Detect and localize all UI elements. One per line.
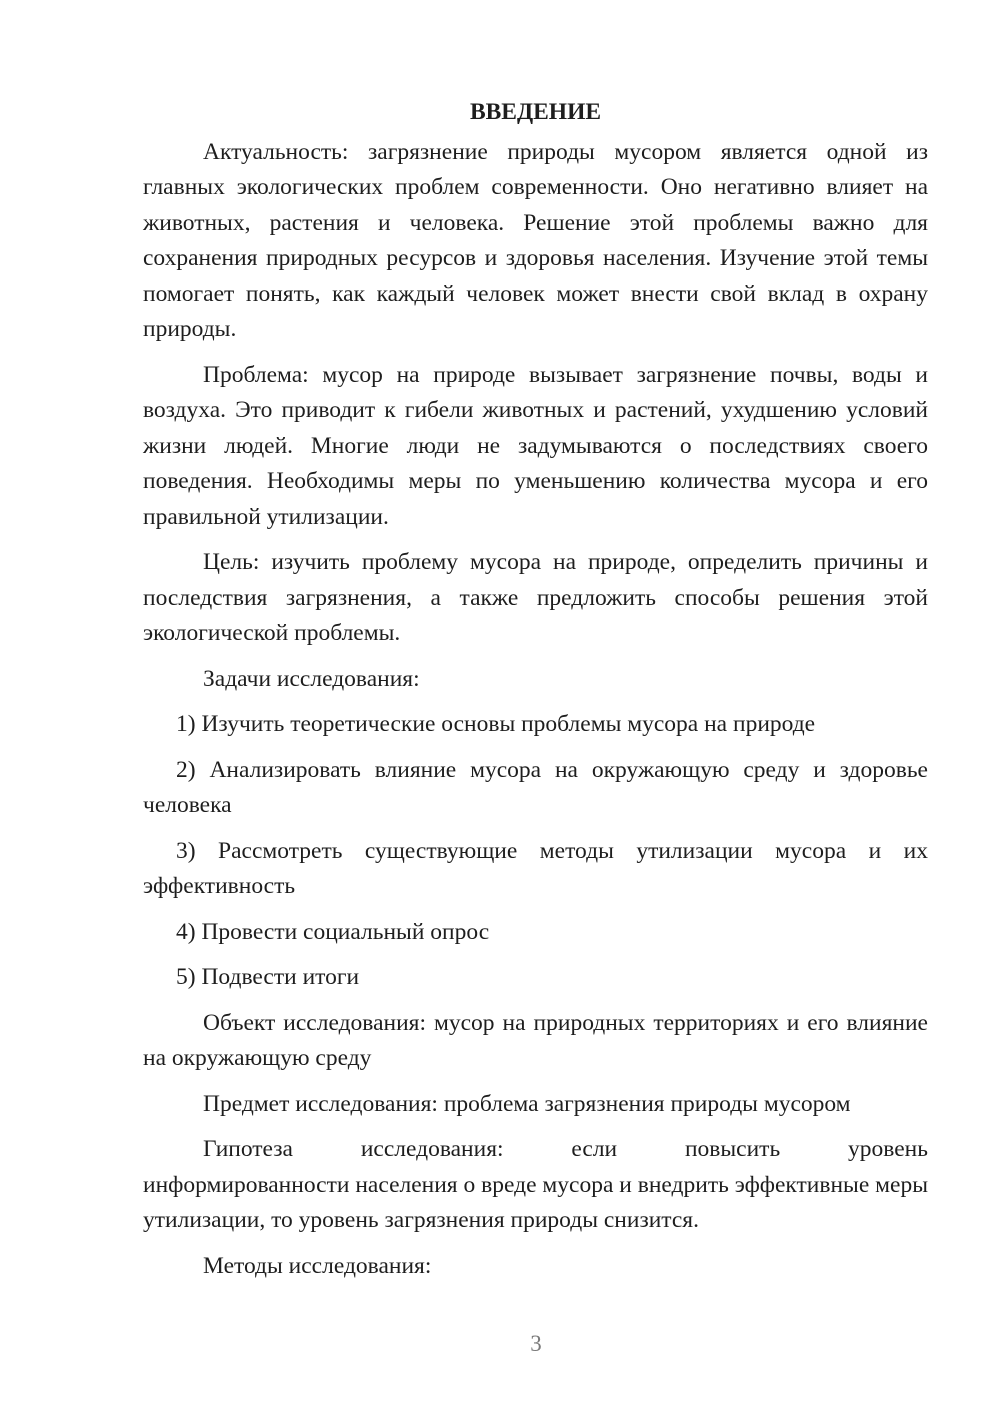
- document-page: [143, 95, 928, 1294]
- hypothesis-word: если: [571, 1136, 618, 1162]
- relevance-paragraph: Актуальность: загрязнение природы мусором является одной из главных экологических проблем современности. Оно негативно влияет на животных, растения и человека. Решение этой проблемы важно для сохранения природных ресурсов и здоровья населения. Изучение этой темы помогает понять, как каждый человек может внести свой вклад в охрану природы.: [143, 138, 928, 342]
- tasks-heading: Задачи исследования:: [203, 665, 420, 692]
- page-number: 3: [530, 1331, 542, 1356]
- hypothesis-rest: информированности населения о вреде мусора и внедрить эффективные меры утилизации, то уровень загрязнения природы снизится.: [143, 1171, 928, 1233]
- hypothesis-paragraph: [143, 1132, 928, 1239]
- hypothesis-word: Гипотеза: [203, 1136, 293, 1162]
- task-item-3: 3) Рассмотреть существующие методы утилизации мусора и их эффективность: [143, 837, 928, 899]
- task-item-5: 5) Подвести итоги: [176, 964, 360, 990]
- object-paragraph: Объект исследования: мусор на природных территориях и его влияние на окружающую среду: [143, 1009, 928, 1071]
- hypothesis-word: повысить: [684, 1136, 781, 1162]
- goal-paragraph: Цель: изучить проблему мусора на природе, определить причины и последствия загрязнения, а также предложить способы решения этой экологической проблемы.: [143, 549, 928, 646]
- task-item-2: 2) Анализировать влияние мусора на окружающую среду и здоровье человека: [143, 756, 928, 818]
- hypothesis-first-line: [143, 1132, 928, 1168]
- subject-paragraph: Предмет исследования: проблема загрязнения природы мусором: [203, 1090, 851, 1117]
- section-title: ВВЕДЕНИЕ: [469, 99, 602, 125]
- hypothesis-word: уровень: [848, 1136, 928, 1162]
- problem-paragraph: Проблема: мусор на природе вызывает загрязнение почвы, воды и воздуха. Это приводит к гибели животных и растений, ухудшению условий жизни людей. Многие люди не задумываются о последствиях своего поведения. Необходимы меры по уменьшению количества мусора и его правильной утилизации.: [143, 361, 928, 530]
- hypothesis-word: исследования:: [360, 1136, 504, 1162]
- task-item-4: 4) Провести социальный опрос: [176, 918, 490, 945]
- task-item-1: 1) Изучить теоретические основы проблемы мусора на природе: [176, 711, 816, 737]
- methods-heading: Методы исследования:: [203, 1252, 432, 1279]
